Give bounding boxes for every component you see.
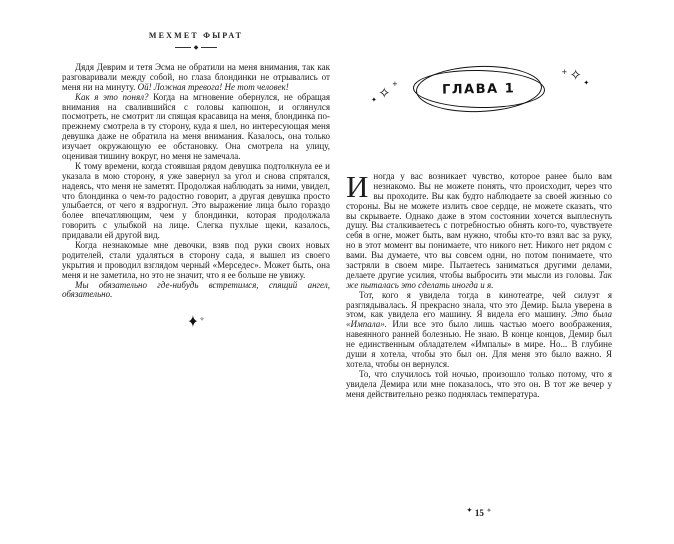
paragraph: Когда незнакомые мне девочки, взяв под руки своих новых родителей, стали удаляться в сторону сада, я вышел из своего укрытия и проводил взглядом черный «Мерседес». Может быть, она меня и не заметила, но это не значит, что я ее больше не увижу. bbox=[62, 240, 330, 280]
right-page bbox=[346, 0, 612, 544]
paragraph bbox=[62, 63, 330, 93]
page-number-value: 15 bbox=[474, 508, 484, 518]
paragraph-text: Тот, кого я увидела тогда в кинотеатре, чей силуэт я разглядывалась. Я прекрасно знала, что это Демир. Была уверена в этом, как увидела его машину. Я видела его машину. bbox=[346, 289, 612, 320]
paragraph-text: Когда на мгновение обернулся, не обращая внимания на свалившийся с головы капюшон, и оглянулся посмотреть, не смотрит ли спящая красавица на меня, блондинка по-прежнему смотрела в ту сторону, куда я шел, но интересующая меня девушка даже не обратила на меня внимания. Казалось, она только изучает окружающую ее обстановку. Она смотрела на улицу, оценивая тишину вокруг, но меня не замечала. bbox=[62, 91, 330, 162]
sparkle-left-icon: ✧ ✦ + bbox=[371, 80, 398, 104]
paragraph-text: Дядя Деврим и тетя Эсма не обратили на меня внимания, так как разговаривали между собой, но глаза блондинки не отрывались от меня ни на минуту. bbox=[62, 62, 330, 92]
paragraph-text-italic: Это была «Импала». bbox=[346, 309, 612, 330]
folio-star-icon: ✧ bbox=[486, 509, 492, 514]
paragraph-italic: Мы обязательно где-нибудь встретимся, спящий ангел, обязательно. bbox=[62, 279, 330, 300]
chapter-title: ГЛАВА 1 bbox=[442, 80, 516, 98]
scene-break-star-icon: ✦✧ bbox=[187, 311, 205, 332]
ornament-line bbox=[175, 47, 191, 48]
paragraph bbox=[62, 93, 330, 162]
header-ornament-icon bbox=[62, 43, 330, 52]
paragraph-text-italic: Как я это понял? bbox=[75, 91, 149, 102]
left-page bbox=[62, 0, 330, 544]
running-head: МЕХМЕТ ФЫРАТ bbox=[148, 31, 244, 40]
dropcap: И bbox=[346, 169, 369, 204]
folio-star-icon: ✦ bbox=[466, 508, 472, 514]
paragraph-text: Или все это было лишь частью моего воображения, навеянного ранней болезнью. Не знаю. В конце концов, Демир был не единственным обладателем «Импалы» в мире. Но... В глубине души я хотела, чтобы это был он. Для меня это было важно. Я хотела, чтобы он вернулся. bbox=[346, 319, 612, 369]
paragraph-text: ногда у вас возникает чувство, которое ранее было вам незнакомо. Вы не можете понять, что происходит, через что вы проходите. Вы как будто наблюдаете за своей жизнью со стороны. Вы не можете излить свое сердце, не можете сказать, что вы скрываете. Однако даже в этом состоянии хочется выплеснуть душу. Вы сталкиваетесь с потребностью обнять кого-то, чувствуете себя в огне, может быть, вам нужно, чтобы кто-то взял вас за руку, но в этот момент вы понимаете, что никого нет. Никого нет рядом с вами. Вы думаете, что вы совсем одни, но потом понимаете, что застряли в своем мире. Пытаетесь заниматься другими делами, делаете другие усилия, чтобы выбросить эти мысли из головы. bbox=[346, 171, 612, 280]
left-page-text bbox=[62, 63, 330, 300]
paragraph-text-italic: Ой! Ложная тревога! Не тот человек! bbox=[137, 81, 289, 92]
page-number bbox=[346, 507, 612, 518]
ornament-diamond-icon: ◆ bbox=[193, 44, 199, 51]
right-page-text bbox=[346, 169, 612, 399]
sparkle-right-icon: ✧ ✦ + bbox=[561, 68, 590, 87]
chapter-head bbox=[346, 0, 612, 120]
paragraph: То, что случилось той ночью, произошло только потому, что я увидела Демира или мне показалось, что это он. В тот же вечер у меня действительно резко поднялась температура. bbox=[346, 368, 612, 399]
paragraph-opening bbox=[346, 169, 612, 291]
paragraph-text-italic: Так же пыталась это сделать иногда и я. bbox=[346, 269, 612, 290]
paragraph: К тому времени, когда стоявшая рядом девушка подтолкнула ее и указала в мою сторону, я уже завернул за угол и снова спрятался, надеясь, что меня не заметят. Продолжая наблюдать за ними, увидел, что блондинка о чем-то радостно говорит, а другая девушка просто улыбается, от чего я вздрогнул. Это выражение лица было гораздо более впечатляющим, чем у блондинки, которая продолжала говорить с улыбкой на лице. Слегка пухлые щеки, казалось, придавали ей другой вид. bbox=[62, 160, 330, 241]
paragraph bbox=[346, 291, 612, 370]
chapter-badge bbox=[415, 64, 543, 114]
ornament-line bbox=[201, 47, 217, 48]
